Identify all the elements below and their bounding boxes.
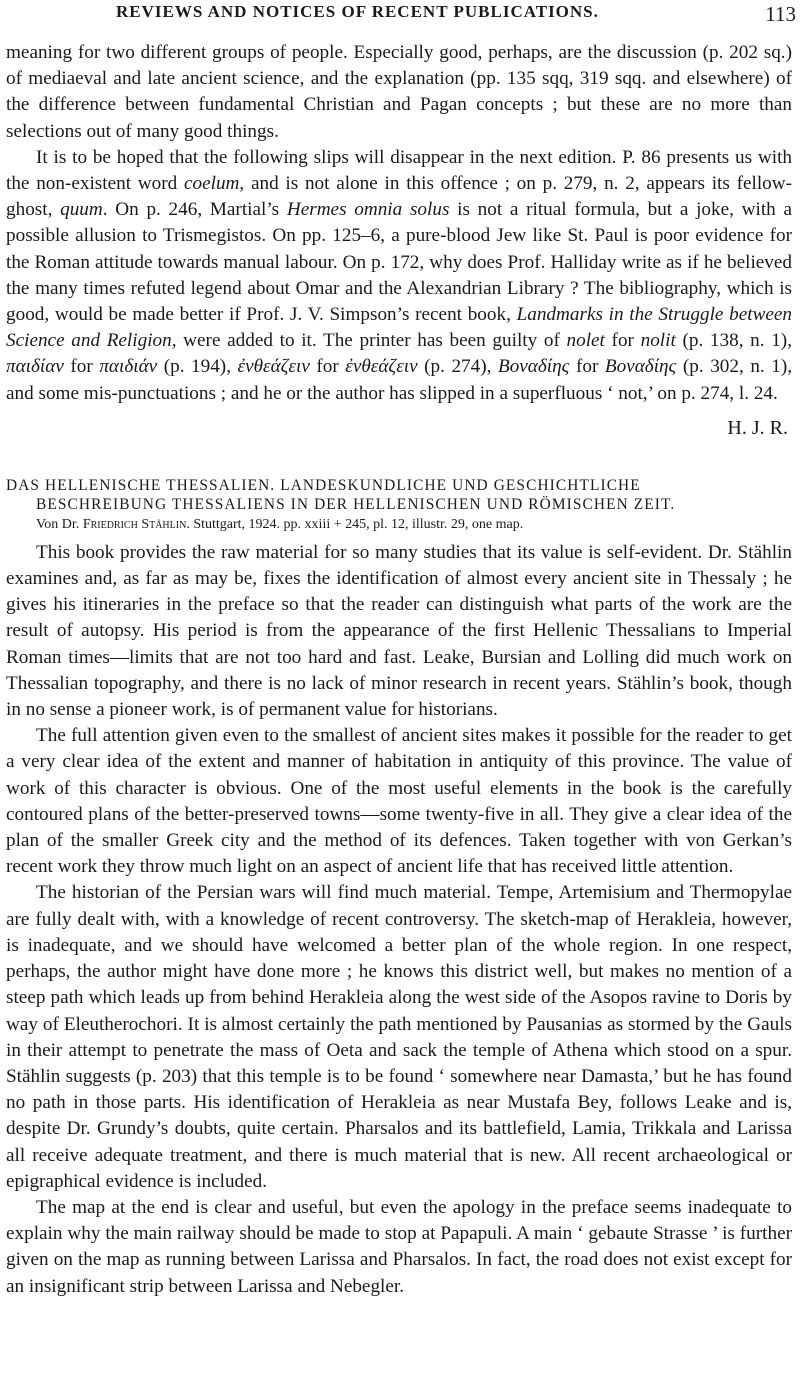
greek-word: ἐνθεάζειν	[345, 356, 418, 378]
greek-word: παιδιάν	[99, 356, 158, 378]
text-run: . On p. 246, Martial’s	[102, 199, 287, 221]
italic-word: coelum	[183, 173, 240, 195]
review2-heading-line-2: BESCHREIBUNG THESSALIENS IN DER HELLENISCHEN UND RÖMISCHEN ZEIT.	[36, 495, 676, 513]
text-run: , were added to it. The printer has been guilty of	[171, 330, 567, 352]
text-run: , and is not alone in this offence ; on p. 279, n. 2, appears its fellow-ghost,	[6, 173, 792, 221]
italic-word: nolit	[640, 330, 676, 352]
review2-byline	[6, 515, 792, 534]
page-header	[0, 2, 800, 26]
text-run: for	[569, 356, 605, 378]
running-title: REVIEWS AND NOTICES OF RECENT PUBLICATIONS.	[116, 2, 599, 21]
byline-prefix: Von Dr.	[36, 516, 83, 532]
review2-heading-line-1: DAS HELLENISCHE THESSALIEN. LANDESKUNDLICHE UND GESCHICHTLICHE	[6, 476, 641, 494]
italic-word: quum	[60, 199, 103, 221]
text-run: (p. 138, n. 1),	[675, 330, 792, 352]
review1-paragraph-1: meaning for two different groups of people. Especially good, perhaps, are the discussion (p. 202 sq.) of mediaeval and late ancient science, and the explanation (pp. 135 sqq, 319 sqq. and elsewhere) of the difference between fundamental Christian and Pagan concepts ; but these are no more than selections out of many good things.	[6, 42, 792, 142]
text-run: for	[63, 356, 100, 378]
italic-phrase: Hermes omnia solus	[286, 199, 450, 221]
text-run: (p. 274),	[417, 356, 498, 378]
text-run: for	[604, 330, 641, 352]
review1-paragraph-2	[6, 145, 792, 407]
review2-paragraph-3: The historian of the Persian wars will find much material. Tempe, Artemisium and Thermopylae are fully dealt with, with a knowledge of recent controversy. The sketch-map of Herakleia, however, is inadequate, and we should have welcomed a better plan of the whole region. In one respect, perhaps, the author might have done more ; he knows this district well, but makes no mention of a steep path which leads up from behind Herakleia along the west side of the Asopos ravine to Doris by way of Eleutherochori. It is almost certainly the path mentioned by Pausanias as stormed by the Gauls in their attempt to penetrate the mass of Oeta and sack the temple of Athena which stood on a spur. Stählin suggests (p. 203) that this temple is to be found ‘ somewhere near Damasta,’ but he has found no path in those parts. His identification of Herakleia as near Mustafa Bey, follows Leake and is, despite Dr. Grundy’s doubts, quite certain. Pharsalos and its battlefield, Lamia, Trikkala and Larissa all receive adequate treatment, and there is much material that is new. All recent archaeological or epigraphical evidence is included.	[6, 882, 792, 1192]
text-run: for	[309, 356, 346, 378]
review2-heading	[6, 476, 792, 514]
book-title: Landmarks in the Struggle between Science and Religion	[6, 304, 792, 352]
text-run: is not a ritual formula, but a joke, with a possible allusion to Trismegistos. On pp. 125–6, a pure-blood Jew like St. Paul is poor evidence for the Roman attitude towards manual labour. On p. 172, why does Prof. Halliday write as if he believed the many times refuted legend about Omar and the Alexandrian Library ? The bibliography, which is good, would be made better if Prof. J. V. Simpson’s recent book,	[6, 199, 792, 326]
greek-word: Βοναδίης	[604, 356, 677, 378]
greek-word: Βοναδίης	[497, 356, 570, 378]
review2-paragraph-1: This book provides the raw material for so many studies that its value is self-evident. Dr. Stählin examines and, as far as may be, fixes the identification of almost every ancient site in Thessaly ; he gives his itineraries in the preface so that the reader can distinguish what parts of the work are the result of autopsy. His period is from the appearance of the first Hellenic Thessalians to Imperial Roman times—limits that are not too hard and fast. Leake, Bursian and Lolling did much work on Thessalian topography, and there is no lack of minor research in recent years. Stählin’s book, though in no sense a pioneer work, is of permanent value for historians.	[6, 541, 792, 721]
text-run: It is to be hoped that the following slips will disappear in the next edition. P. 86 presents us with the non-existent word	[6, 146, 792, 195]
review1-signature: H. J. R.	[727, 416, 788, 439]
review2-paragraph-2: The full attention given even to the smallest of ancient sites makes it possible for the reader to get a very clear idea of the extent and manner of habitation in antiquity of this province. The value of work of this character is obvious. One of the most useful elements in the book is the carefully contoured plans of the better-preserved towns—some twenty-five in all. They give a clear idea of the plan of the smaller Greek city and the method of its defences. Taken together with von Gerkan’s recent work they throw much light on an aspect of ancient life that has received little attention.	[6, 725, 792, 878]
text-run: (p. 194),	[157, 356, 238, 378]
greek-word: ἐνθεάζειν	[237, 356, 310, 378]
byline-author: Friedrich Stählin	[82, 516, 187, 532]
page-number: 113	[765, 2, 796, 26]
byline-publication-details: . Stuttgart, 1924. pp. xxiii + 245, pl. 12, illustr. 29, one map.	[186, 516, 524, 532]
italic-word: nolet	[566, 330, 605, 352]
greek-word: παιδίαν	[6, 356, 64, 378]
page-body	[6, 40, 792, 1300]
review2-paragraph-4: The map at the end is clear and useful, but even the apology in the preface seems inadequate to explain why the main railway should be made to stop at Papapuli. A main ‘ gebaute Strasse ’ is further given on the map as running between Larissa and Pharsalos. In fact, the road does not exist except for an insignificant strip between Larissa and Nebegler.	[6, 1196, 792, 1297]
text-run: (p. 302, n. 1), and some mis-punctuations ; and he or the author has slipped in a superfluous ‘ not,’ on p. 274, l. 24.	[6, 356, 793, 404]
